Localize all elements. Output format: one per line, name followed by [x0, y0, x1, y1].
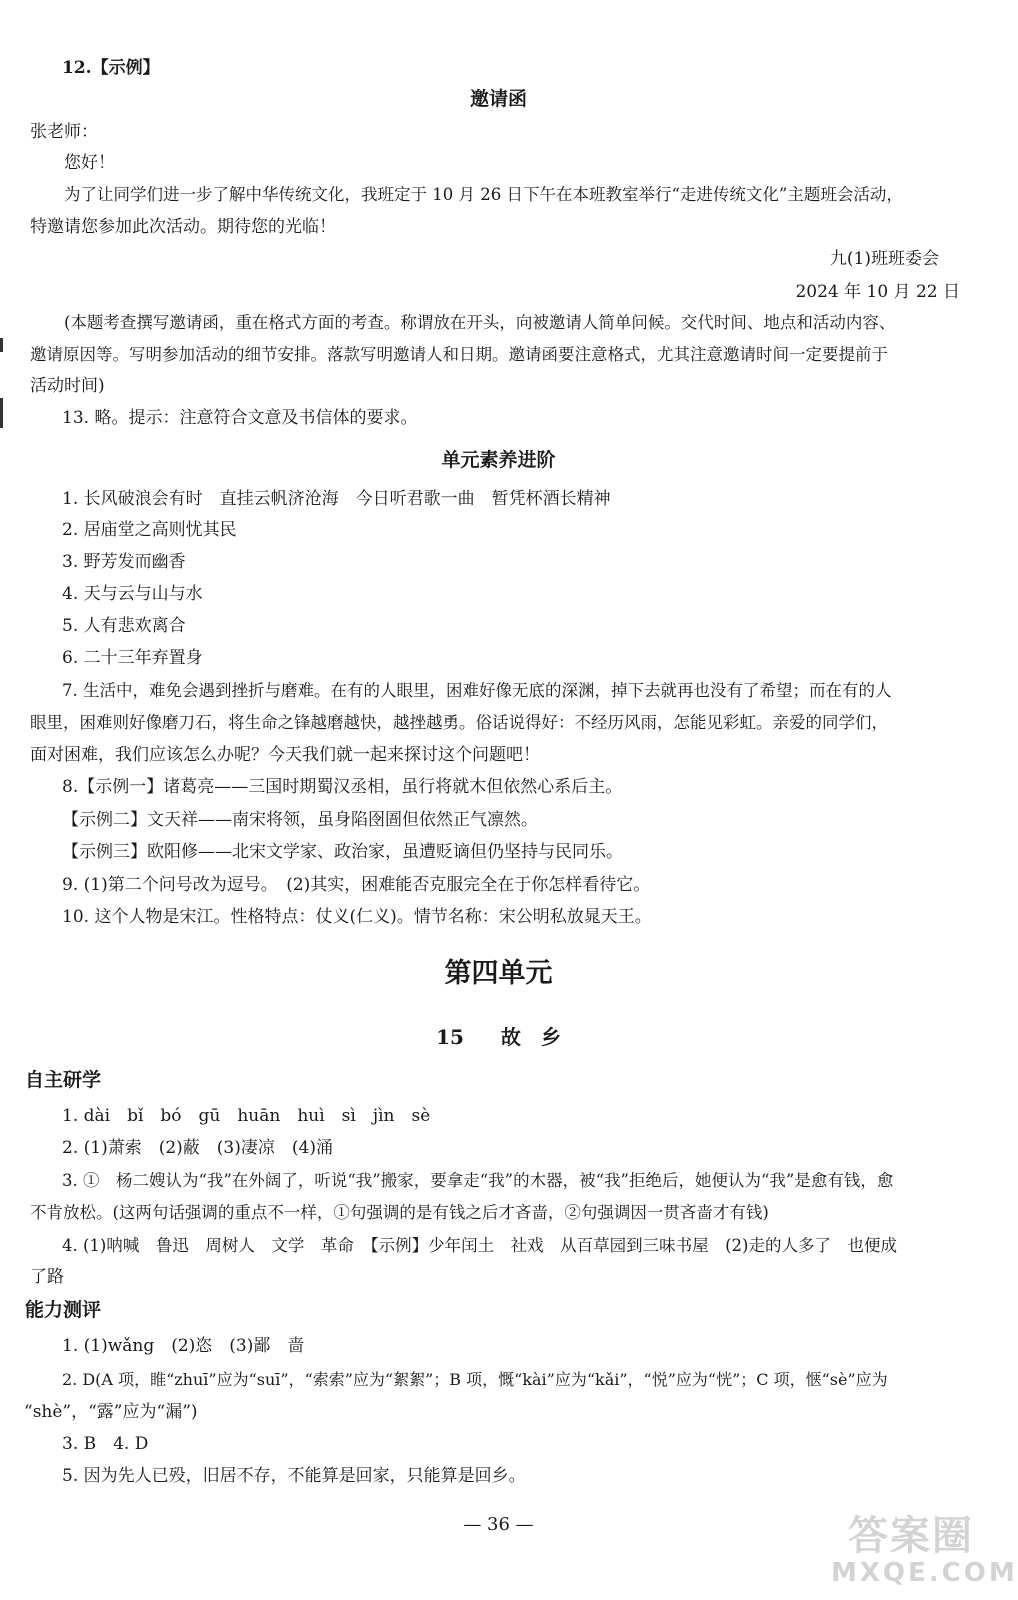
- answer-item: 10. 这个人物是宋江。性格特点：仗义(仁义)。情节名称：宋公明私放晁天王。: [62, 907, 652, 927]
- answer-item: 7. 生活中，难免会遇到挫折与磨难。在有的人眼里，困难好像无底的深渊，掉下去就再也没有了希望；而在有的人: [62, 681, 892, 700]
- q12-number: 12.【示例】: [62, 58, 160, 78]
- answer-item: 9. (1)第二个问号改为逗号。 (2)其实，困难能否克服完全在于你怎样看待它。: [62, 875, 651, 895]
- watermark-logo: [831, 1513, 1018, 1594]
- answer-item: 4. 天与云与山与水: [62, 584, 203, 604]
- section-title-unit-literacy: 单元素养进阶: [441, 449, 556, 471]
- answer-item: 3. 野芳发而幽香: [62, 552, 186, 572]
- watermark-text: 答案圈: [848, 1513, 974, 1559]
- answer-item: 1. dài bǐ bó gū huān huì sì jìn sè: [62, 1106, 431, 1126]
- answer-item: 6. 二十三年弃置身: [62, 648, 203, 668]
- answer-item: 2. (1)萧索 (2)蔽 (3)凄凉 (4)涌: [62, 1138, 333, 1158]
- letter-greeting: 您好！: [64, 153, 115, 173]
- letter-body-line: 为了让同学们进一步了解中华传统文化，我班定于 10 月 26 日下午在本班教室举行“走进传统文化”主题班会活动，: [64, 185, 903, 204]
- answer-item: 眼里，困难则好像磨刀石，将生命之锋越磨越快，越挫越勇。俗话说得好：不经历风雨，怎能见彩虹。亲爱的同学们，: [30, 713, 888, 732]
- answer-item: 面对困难，我们应该怎么办呢？今天我们就一起来探讨这个问题吧！: [30, 745, 540, 765]
- answer-item: 3. B 4. D: [62, 1434, 149, 1454]
- answer-item: 4. (1)呐喊 鲁迅 周树人 文学 革命 【示例】少年闰土 社戏 从百草园到三味书屋 (2)走的人多了 也便成: [62, 1236, 897, 1255]
- answer-item: 1. (1)wǎng (2)恣 (3)鄙 啬: [62, 1336, 305, 1356]
- answer-item: 8.【示例一】诸葛亮——三国时期蜀汉丞相，虽行将就木但依然心系后主。: [62, 777, 623, 797]
- answer-item: 了路: [30, 1267, 64, 1287]
- letter-body-line: 特邀请您参加此次活动。期待您的光临！: [30, 217, 336, 237]
- section-heading-ability-evaluation: 能力测评: [25, 1299, 102, 1321]
- answer-item: 5. 人有悲欢离合: [62, 616, 186, 636]
- answer-item: 5. 因为先人已殁，旧居不存，不能算是回家，只能算是回乡。: [62, 1466, 526, 1486]
- letter-salutation: 张老师：: [30, 122, 98, 142]
- q12-note-line: 活动时间): [30, 376, 105, 396]
- answer-item: 【示例三】欧阳修——北宋文学家、政治家，虽遭贬谪但仍坚持与民同乐。: [62, 842, 623, 862]
- answer-item: “shè”，“露”应为“漏”): [24, 1402, 198, 1422]
- q13-answer: 13. 略。提示：注意符合文意及书信体的要求。: [62, 408, 418, 428]
- answer-item: 【示例二】文天祥——南宋将领，虽身陷囹圄但依然正气凛然。: [62, 810, 538, 830]
- scan-mark: [0, 398, 3, 428]
- scan-mark: [0, 338, 3, 352]
- answer-item: 2. D(A 项，睢“zhuī”应为“suī”，“索索”应为“絮絮”；B 项，慨“kài”应为“kǎi”，“悦”应为“恍”；C 项，惬“sè”应为: [62, 1370, 888, 1389]
- answer-item: 3. ① 杨二嫂认为“我”在外阔了，听说“我”搬家，要拿走“我”的木器，被“我”拒绝后，她便认为“我”是愈有钱，愈: [62, 1171, 894, 1190]
- answer-item: 不肯放松。(这两句话强调的重点不一样，①句强调的是有钱之后才吝啬，②句强调因一贯吝啬才有钱): [30, 1203, 769, 1222]
- unit-heading: 第四单元: [444, 958, 553, 989]
- q12-note-line: 邀请原因等。写明参加活动的细节安排。落款写明邀请人和日期。邀请函要注意格式，尤其注意邀请时间一定要提前于: [30, 345, 888, 364]
- letter-date: 2024 年 10 月 22 日: [795, 282, 960, 302]
- answer-item: 1. 长风破浪会有时 直挂云帆济沧海 今日听君歌一曲 暂凭杯酒长精神: [62, 489, 611, 509]
- answer-item: 2. 居庙堂之高则忧其民: [62, 520, 237, 540]
- watermark-url: MXQE.COM: [831, 1558, 1018, 1588]
- lesson-title: 15 故 乡: [436, 1025, 561, 1049]
- q12-note-line: (本题考查撰写邀请函，重在格式方面的考查。称谓放在开头，向被邀请人简单问候。交代时间、地点和活动内容、: [64, 313, 896, 332]
- letter-signer: 九(1)班班委会: [829, 249, 939, 269]
- section-heading-self-study: 自主研学: [25, 1069, 102, 1091]
- page-number: — 36 —: [463, 1514, 534, 1535]
- letter-title: 邀请函: [469, 88, 527, 110]
